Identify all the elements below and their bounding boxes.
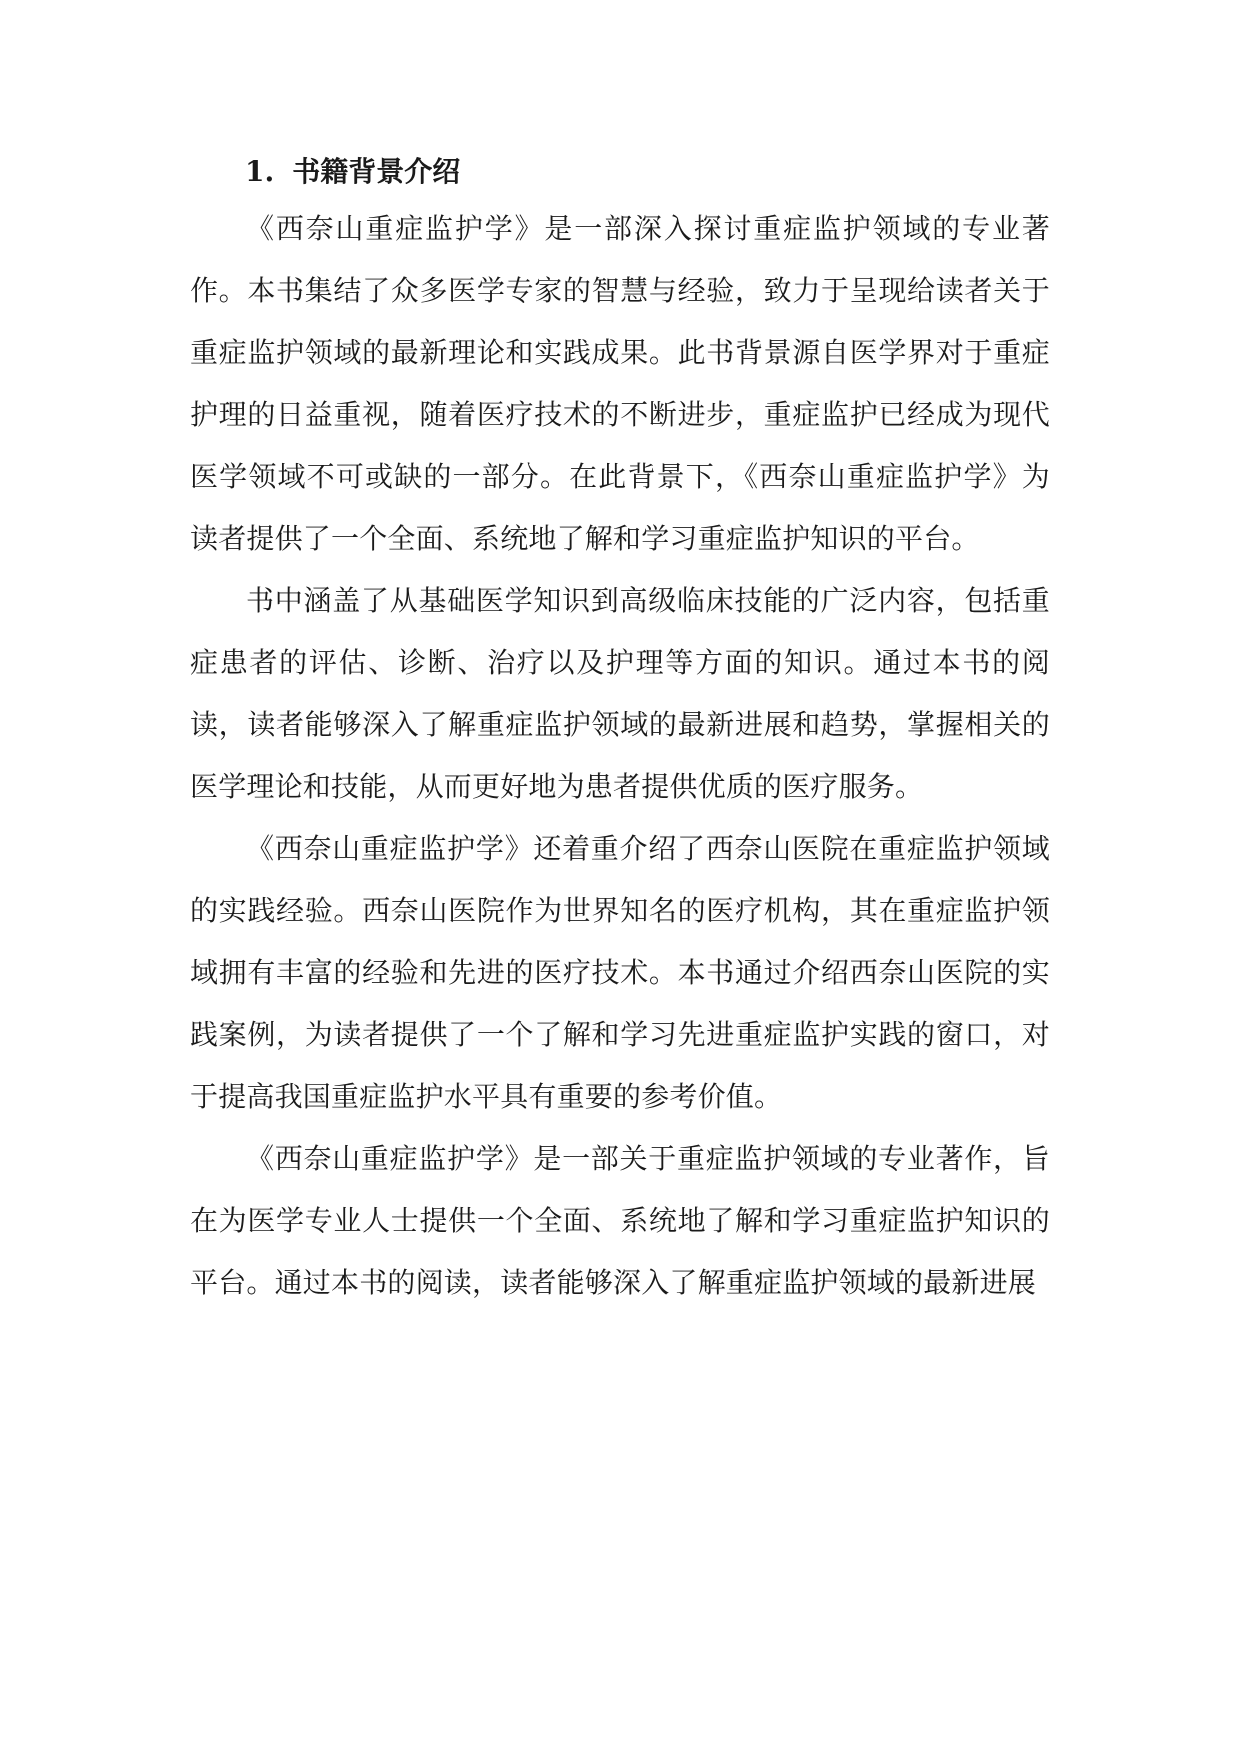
paragraph: 《西奈山重症监护学》是一部关于重症监护领域的专业著作，旨在为医学专业人士提供一个全面、系统地了解和学习重症监护知识的平台。通过本书的阅读，读者能够深入了解重症监护领域的最新进展	[190, 1142, 1050, 1299]
section-heading	[245, 150, 460, 194]
paragraph: 《西奈山重症监护学》是一部深入探讨重症监护领域的专业著作。本书集结了众多医学专家的智慧与经验，致力于呈现给读者关于重症监护领域的最新理论和实践成果。此书背景源自医学界对于重症护理的日益重视，随着医疗技术的不断进步，重症监护已经成为现代医学领域不可或缺的一部分。在此背景下，《西奈山重症监护学》为读者提供了一个全面、系统地了解和学习重症监护知识的平台。	[190, 212, 1050, 555]
section-number: 1.	[245, 155, 275, 188]
paragraph: 书中涵盖了从基础医学知识到高级临床技能的广泛内容，包括重症患者的评估、诊断、治疗以及护理等方面的知识。通过本书的阅读，读者能够深入了解重症监护领域的最新进展和趋势，掌握相关的医学理论和技能，从而更好地为患者提供优质的医疗服务。	[190, 584, 1050, 803]
section-title: 书籍背景介绍	[292, 155, 461, 188]
paragraph: 《西奈山重症监护学》还着重介绍了西奈山医院在重症监护领域的实践经验。西奈山医院作为世界知名的医疗机构，其在重症监护领域拥有丰富的经验和先进的医疗技术。本书通过介绍西奈山医院的实践案例，为读者提供了一个了解和学习先进重症监护实践的窗口，对于提高我国重症监护水平具有重要的参考价值。	[190, 832, 1050, 1113]
body-text	[190, 198, 1050, 1314]
